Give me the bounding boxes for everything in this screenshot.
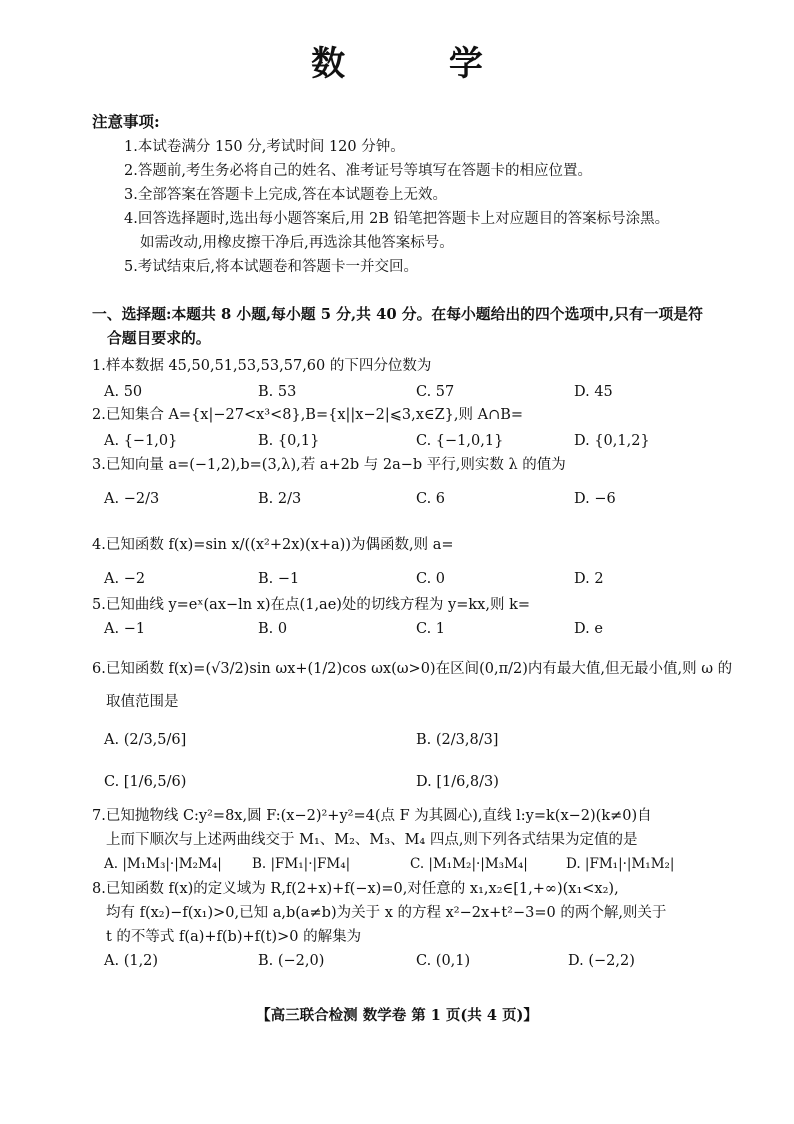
section-heading: 合题目要求的。: [107, 330, 211, 347]
note-item: 2.答题前,考生务必将自己的姓名、准考证号等填写在答题卡的相应位置。: [124, 163, 592, 179]
option: D. |FM₁|·|M₁M₂|: [566, 856, 675, 872]
notes-heading: 注意事项:: [92, 112, 160, 131]
question-stem: 1.样本数据 45,50,51,53,53,57,60 的下四分位数为: [92, 358, 432, 374]
option: A. (2/3,5/6]: [104, 732, 187, 748]
option: D. e: [574, 621, 603, 637]
question-stem: 5.已知曲线 y=eˣ(ax−ln x)在点(1,ae)处的切线方程为 y=kx,则 k=: [92, 597, 531, 613]
option: A. |M₁M₃|·|M₂M₄|: [104, 856, 222, 872]
question-stem: 上而下顺次与上述两曲线交于 M₁、M₂、M₃、M₄ 四点,则下列各式结果为定值的是: [106, 832, 638, 848]
page-footer: 【高三联合检测 数学卷 第 1 页(共 4 页)】: [256, 1007, 538, 1024]
option: C. 1: [416, 621, 446, 637]
option: A. (1,2): [104, 953, 159, 969]
note-item: 4.回答选择题时,选出每小题答案后,用 2B 铅笔把答题卡上对应题目的答案标号涂黑。: [124, 211, 670, 227]
option: C. {−1,0,1}: [416, 433, 504, 449]
option: C. [1/6,5/6): [104, 774, 187, 790]
option: D. 45: [574, 384, 613, 400]
question-stem: 均有 f(x₂)−f(x₁)>0,已知 a,b(a≠b)为关于 x 的方程 x²−2x+t²−3=0 的两个解,则关于: [106, 905, 667, 921]
option: B. 0: [258, 621, 288, 637]
question-stem: 6.已知函数 f(x)=(√3/2)sin ωx+(1/2)cos ωx(ω>0)在区间(0,π/2)内有最大值,但无最小值,则 ω 的: [92, 661, 733, 677]
option: A. 50: [104, 384, 143, 400]
option: D. 2: [574, 571, 604, 587]
question-stem: 3.已知向量 a=(−1,2),b=(3,λ),若 a+2b 与 2a−b 平行,则实数 λ 的值为: [92, 457, 566, 473]
question-stem: 8.已知函数 f(x)的定义域为 R,f(2+x)+f(−x)=0,对任意的 x₁,x₂∈[1,+∞)(x₁<x₂),: [92, 881, 619, 897]
question-stem: 取值范围是: [106, 694, 179, 710]
question-stem: 4.已知函数 f(x)=sin x/((x²+2x)(x+a))为偶函数,则 a=: [92, 537, 454, 553]
option: C. 57: [416, 384, 455, 400]
note-item: 5.考试结束后,将本试题卷和答题卡一并交回。: [124, 259, 418, 275]
section-heading: 一、选择题:本题共 8 小题,每小题 5 分,共 40 分。在每小题给出的四个选项中,只有一项是符: [92, 306, 703, 323]
option: D. −6: [574, 491, 616, 507]
option: A. −1: [104, 621, 146, 637]
option: B. |FM₁|·|FM₄|: [252, 856, 351, 872]
option: B. 53: [258, 384, 297, 400]
option: A. −2/3: [104, 491, 160, 507]
option: B. 2/3: [258, 491, 302, 507]
option: B. −1: [258, 571, 300, 587]
question-stem: 7.已知抛物线 C:y²=8x,圆 F:(x−2)²+y²=4(点 F 为其圆心),直线 l:y=k(x−2)(k≠0)自: [92, 808, 652, 824]
option: B. (−2,0): [258, 953, 325, 969]
option: A. −2: [104, 571, 146, 587]
note-item: 1.本试卷满分 150 分,考试时间 120 分钟。: [124, 139, 405, 155]
note-item: 如需改动,用橡皮擦干净后,再选涂其他答案标号。: [140, 235, 454, 251]
option: B. {0,1}: [258, 433, 320, 449]
option: A. {−1,0}: [104, 433, 178, 449]
question-stem: 2.已知集合 A={x|−27<x³<8},B={x||x−2|⩽3,x∈Z},则 A∩B=: [92, 407, 524, 423]
option: C. 6: [416, 491, 446, 507]
option: C. 0: [416, 571, 446, 587]
option: C. |M₁M₂|·|M₃M₄|: [410, 856, 528, 872]
note-item: 3.全部答案在答题卡上完成,答在本试题卷上无效。: [124, 187, 447, 203]
question-stem: t 的不等式 f(a)+f(b)+f(t)>0 的解集为: [106, 929, 362, 945]
option: B. (2/3,8/3]: [416, 732, 499, 748]
page-title: 数 学: [311, 44, 529, 84]
option: D. {0,1,2}: [574, 433, 650, 449]
option: D. (−2,2): [568, 953, 635, 969]
option: D. [1/6,8/3): [416, 774, 499, 790]
option: C. (0,1): [416, 953, 471, 969]
